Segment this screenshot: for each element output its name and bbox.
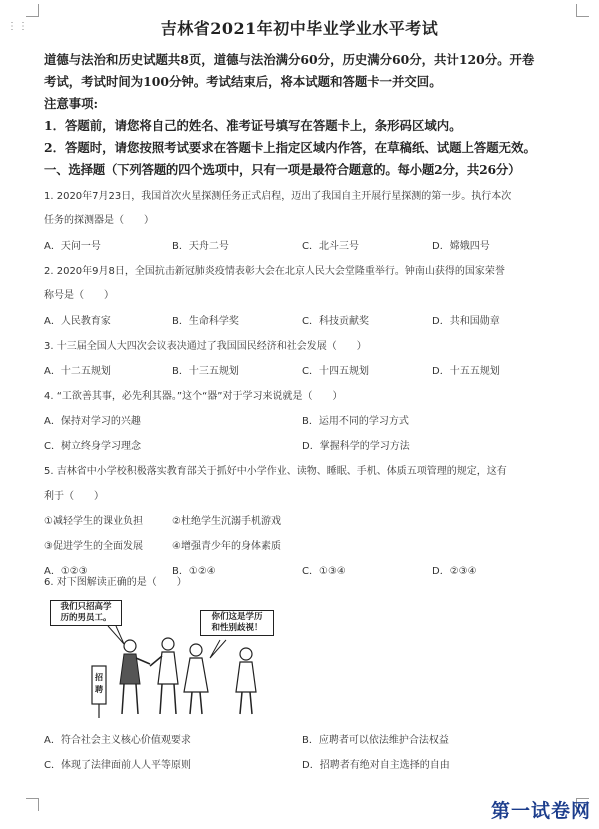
option-a: A．人民教育家 — [44, 316, 111, 327]
option-b: B．生命科学奖 — [172, 316, 239, 327]
drag-handle-icon[interactable]: ⋮⋮ — [7, 21, 29, 32]
question-text: 4. “工欲善其事，必先利其器。”这个“器”对于学习来说就是（ ） — [44, 391, 343, 402]
option-d: D．嫦娥四号 — [432, 241, 490, 252]
option-a: A．保持对学习的兴趣 — [44, 416, 141, 427]
question-text: 3. 十三届全国人大四次会议表决通过了我国国民经济和社会发展（ ） — [44, 341, 367, 352]
question-text: 6. 对下图解读正确的是（ ） — [44, 577, 187, 588]
option-a: A．①②③ — [44, 566, 88, 577]
option-b: B．天舟二号 — [172, 241, 229, 252]
statement: ①减轻学生的课业负担 — [44, 516, 143, 527]
question-text: 2. 2020年9月8日，全国抗击新冠肺炎疫情表彰大会在北京人民大会堂隆重举行。钟南山获得的国家荣誉 — [44, 266, 505, 277]
option-b: B．运用不同的学习方式 — [302, 416, 409, 427]
option-c: C．北斗三号 — [302, 241, 359, 252]
question-text: 利于（ ） — [44, 491, 104, 502]
question-text: 任务的探测器是（ ） — [44, 215, 154, 226]
notice-line: 1．答题前，请您将自己的姓名、准考证号填写在答题卡上，条形码区域内。 — [44, 118, 462, 133]
statement: ③促进学生的全面发展 — [44, 541, 143, 552]
section-heading: 一、选择题（下列答题的四个选项中，只有一项是最符合题意的。每小题2分，共26分） — [44, 162, 521, 177]
option-d: D．共和国勋章 — [432, 316, 500, 327]
speech-bubble-applicant: 你们这是学历 和性别歧视！ — [200, 610, 274, 636]
option-c: C．十四五规划 — [302, 366, 369, 377]
notice-heading: 注意事项: — [44, 96, 99, 111]
recruitment-sign-label: 招聘 — [95, 673, 103, 694]
speech-bubble-employer: 我们只招高学 历的男员工。 — [50, 600, 122, 626]
intro-line: 道德与法治和历史试题共8页，道德与法治满分60分，历史满分60分，共计120分。开卷 — [44, 52, 535, 67]
watermark: 第一试卷网 — [490, 800, 591, 822]
option-b: B．十三五规划 — [172, 366, 239, 377]
statement: ④增强青少年的身体素质 — [172, 541, 281, 552]
option-d: D．②③④ — [432, 566, 477, 577]
option-d: D．招聘者有绝对自主选择的自由 — [302, 760, 450, 771]
question-text: 5. 吉林省中小学校积极落实教育部关于抓好中小学作业、读物、睡眠、手机、体质五项管理的规定，这有 — [44, 466, 507, 477]
option-a: A．符合社会主义核心价值观要求 — [44, 735, 191, 746]
cartoon-illustration — [50, 596, 296, 720]
option-c: C．树立终身学习理念 — [44, 441, 141, 452]
cartoon-drawing — [50, 596, 296, 720]
exam-title: 吉林省2021年初中毕业学业水平考试 — [160, 19, 439, 38]
crop-mark — [26, 798, 39, 811]
option-c: C．体现了法律面前人人平等原则 — [44, 760, 191, 771]
option-a: A．天问一号 — [44, 241, 101, 252]
intro-line: 考试，考试时间为100分钟。考试结束后，将本试题和答题卡一并交回。 — [44, 74, 442, 89]
notice-line: 2．答题时，请您按照考试要求在答题卡上指定区域内作答，在草稿纸、试题上答题无效。 — [44, 140, 536, 155]
question-text: 1. 2020年7月23日，我国首次火星探测任务正式启程，迈出了我国自主开展行星探测的第一步。执行本次 — [44, 191, 512, 202]
question-text: 称号是（ ） — [44, 290, 114, 301]
statement: ②杜绝学生沉溺手机游戏 — [172, 516, 281, 527]
option-d: D．掌握科学的学习方法 — [302, 441, 410, 452]
option-c: C．①③④ — [302, 566, 346, 577]
option-b: B．应聘者可以依法维护合法权益 — [302, 735, 449, 746]
option-c: C．科技贡献奖 — [302, 316, 369, 327]
option-a: A．十二五规划 — [44, 366, 111, 377]
option-b: B．①②④ — [172, 566, 216, 577]
option-d: D．十五五规划 — [432, 366, 500, 377]
